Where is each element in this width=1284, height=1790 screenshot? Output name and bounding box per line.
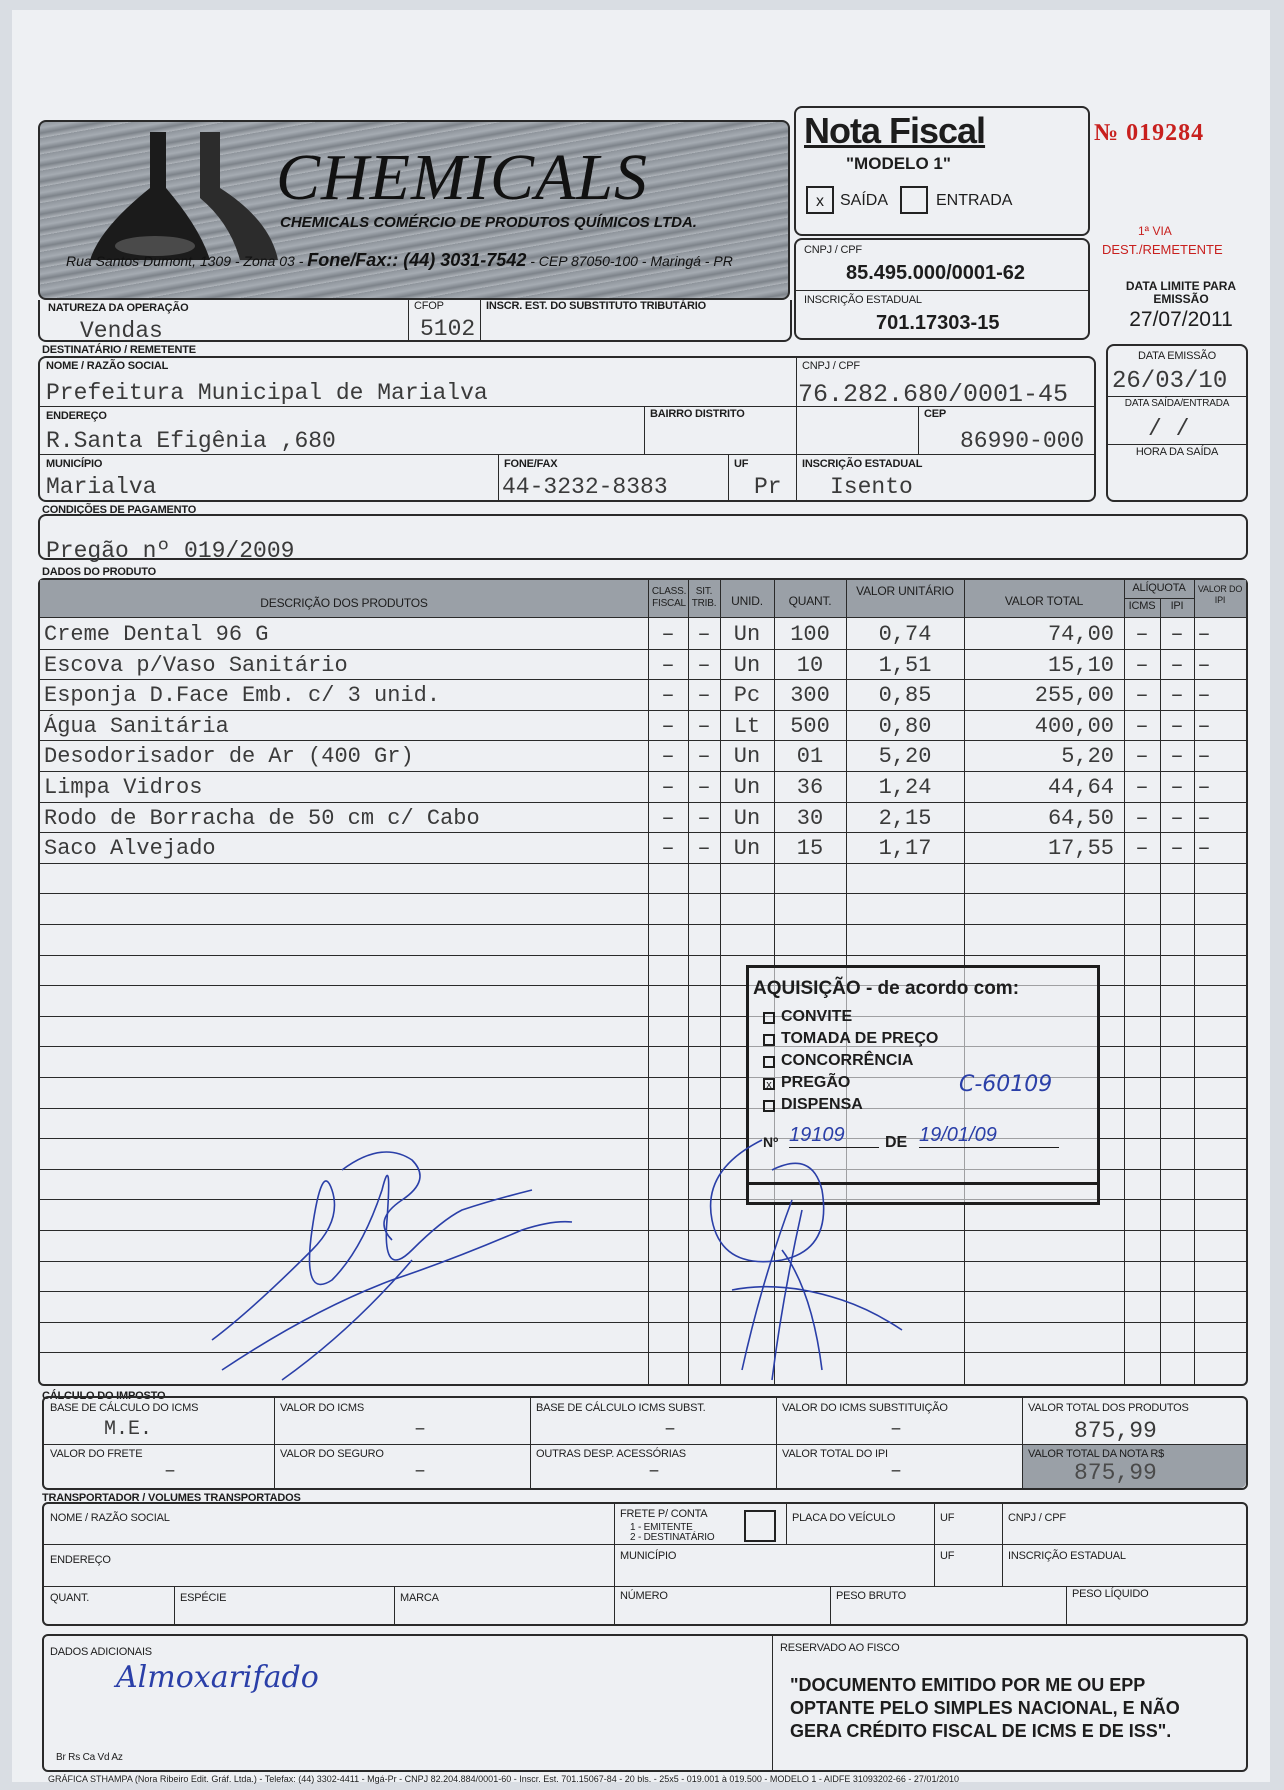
base-subst-value: – — [664, 1418, 677, 1441]
stamp-option-label: CONVITE — [781, 1008, 853, 1025]
cell-sit: – — [697, 652, 711, 678]
cell-qtd: 30 — [796, 805, 824, 831]
stamp-title: AQUISIÇÃO - de acordo com: — [753, 978, 1020, 999]
cell-unid: Un — [733, 622, 761, 647]
stamp-option-label: PREGÃO — [781, 1074, 851, 1091]
marca-label: MARCA — [400, 1592, 439, 1604]
pagamento-box — [38, 514, 1248, 564]
transp-cnpj-label: CNPJ / CPF — [1008, 1512, 1066, 1524]
frete-conta-checkbox[interactable] — [744, 1510, 776, 1542]
cell-cls: – — [661, 652, 675, 678]
total-produtos-label: VALOR TOTAL DOS PRODUTOS — [1028, 1402, 1189, 1414]
cell-unid: Un — [733, 775, 761, 800]
natureza-value: Vendas — [80, 318, 163, 344]
imposto-box — [42, 1396, 1248, 1490]
cell-qtd: 36 — [796, 775, 824, 800]
emitente-ie-value: 701.17303-15 — [876, 312, 1000, 334]
company-address: Rua Santos Dumont, 1309 - Zona 03 - Fone/Fax:: (44) 3031-7542 - CEP 87050-100 - Maringá - PR — [66, 250, 733, 270]
emitente-id-box — [794, 238, 1090, 340]
base-subst-label: BASE DE CÁLCULO ICMS SUBST. — [536, 1402, 706, 1414]
frete-label: VALOR DO FRETE — [50, 1448, 143, 1460]
transp-uf-label: UF — [940, 1512, 955, 1524]
peso-bruto-label: PESO BRUTO — [836, 1590, 906, 1602]
produtos-section-label: DADOS DO PRODUTO — [42, 566, 156, 578]
via-line2: DEST./REMETENTE — [1102, 242, 1223, 257]
adicionais-codes: Br Rs Ca Vd Az — [56, 1752, 123, 1763]
base-icms-value: M.E. — [104, 1418, 153, 1441]
dest-nome-value: Prefeitura Municipal de Marialva — [46, 380, 488, 406]
dest-ie-value: Isento — [830, 474, 913, 500]
signature-left — [192, 1130, 592, 1390]
cell-unit: 1,51 — [878, 652, 932, 678]
hora-saida-label: HORA DA SAÍDA — [1135, 446, 1219, 458]
table-row — [40, 741, 1246, 772]
fisco-label: RESERVADO AO FISCO — [780, 1642, 900, 1654]
cell-cls: – — [661, 836, 675, 862]
transportador-box — [42, 1502, 1248, 1626]
cell-sit: – — [697, 622, 711, 647]
cell-total: 64,50 — [1047, 805, 1114, 831]
seguro-label: VALOR DO SEGURO — [280, 1448, 384, 1460]
dest-uf-value: Pr — [754, 474, 782, 500]
col-class-header: CLASS. FISCAL — [651, 586, 687, 609]
saida-checkbox[interactable]: x — [806, 186, 834, 214]
dest-uf-label: UF — [734, 458, 749, 470]
cell-qtd: 15 — [796, 836, 824, 862]
dest-endereco-label: ENDEREÇO — [46, 410, 107, 422]
stamp-checkbox-1[interactable] — [763, 1034, 775, 1046]
cell-ipi: – — [1170, 683, 1184, 709]
cell-vipi: – — [1197, 683, 1211, 709]
cell-unid: Pc — [733, 683, 761, 709]
adicionais-handwritten: Almoxarifado — [116, 1660, 319, 1695]
cell-icms: – — [1135, 683, 1149, 709]
table-row — [40, 772, 1246, 803]
cfop-value: 5102 — [420, 316, 476, 342]
cell-total: 5,20 — [1061, 744, 1114, 770]
cell-cls: – — [661, 744, 675, 770]
cell-total: 74,00 — [1047, 622, 1114, 647]
total-produtos-value: 875,99 — [1074, 1418, 1157, 1444]
cell-ipi: – — [1170, 805, 1184, 831]
printer-footer: GRÁFICA STHAMPA (Nora Ribeiro Edit. Gráf. Ltda.) - Telefax: (44) 3302-4411 - Mgá-Pr - CNPJ 82.204.884/0001-60 - Inscr. Est. 701.15067-84 - 20 bls. - 25x5 - 019.001 à 019.500 - MODELO 1 - AIDFE 31093202-66 - 27/01/2010 — [48, 1774, 959, 1784]
natureza-label: NATUREZA DA OPERAÇÃO — [48, 302, 189, 314]
saida-label: SAÍDA — [840, 192, 889, 209]
stamp-number-value: 19109 — [789, 1124, 879, 1148]
cell-qtd: 10 — [796, 652, 824, 678]
nota-fiscal-page — [12, 10, 1270, 1782]
entrada-checkbox[interactable] — [900, 186, 928, 214]
stamp-option-label: DISPENSA — [781, 1096, 863, 1113]
cell-vipi: – — [1197, 652, 1211, 678]
table-row — [40, 803, 1246, 834]
pagamento-label: CONDIÇÕES DE PAGAMENTO — [42, 504, 197, 516]
cell-sit: – — [697, 713, 711, 739]
cfop-label: CFOP — [414, 300, 444, 312]
cell-unid: Un — [733, 836, 761, 862]
valor-icms-value: – — [414, 1418, 427, 1441]
outras-value: – — [648, 1460, 661, 1483]
transp-municipio-label: MUNICÍPIO — [620, 1550, 677, 1562]
cell-unid: Un — [733, 805, 761, 831]
data-saida-label: DATA SAÍDA/ENTRADA — [1124, 398, 1230, 409]
cell-sit: – — [697, 775, 711, 800]
adicionais-label: DADOS ADICIONAIS — [50, 1646, 152, 1658]
cell-total: 17,55 — [1047, 836, 1114, 862]
cell-vipi: – — [1197, 744, 1211, 770]
col-descricao-header: DESCRIÇÃO DOS PRODUTOS — [260, 596, 428, 610]
cell-icms: – — [1135, 652, 1149, 678]
cell-vipi: – — [1197, 836, 1211, 862]
cell-desc: Creme Dental 96 G — [44, 622, 269, 647]
base-icms-label: BASE DE CÁLCULO DO ICMS — [50, 1402, 199, 1414]
cell-cls: – — [661, 683, 675, 709]
cell-desc: Desodorisador de Ar (400 Gr) — [44, 744, 414, 770]
cell-cls: – — [661, 713, 675, 739]
data-saida-value: / / — [1148, 416, 1190, 442]
table-row — [40, 680, 1246, 711]
col-ipi-header: IPI — [1170, 600, 1184, 612]
entrada-label: ENTRADA — [936, 192, 1013, 209]
cell-vipi: – — [1197, 622, 1211, 647]
cell-desc: Saco Alvejado — [44, 836, 216, 862]
row-divider — [40, 955, 1246, 956]
cell-ipi: – — [1170, 744, 1184, 770]
dest-fone-value: 44-3232-8383 — [502, 474, 668, 500]
valor-icms-label: VALOR DO ICMS — [280, 1402, 364, 1414]
stamp-checkbox-3[interactable]: x — [763, 1078, 775, 1090]
via-line1: 1ª VIA — [1138, 224, 1172, 238]
signature-right — [672, 1130, 952, 1390]
dest-cnpj-label: CNPJ / CPF — [802, 360, 860, 372]
transp-nome-label: NOME / RAZÃO SOCIAL — [50, 1512, 170, 1524]
cell-unid: Un — [733, 652, 761, 678]
cell-unit: 0,80 — [878, 713, 932, 739]
company-logo-name: CHEMICALS — [276, 141, 648, 214]
stamp-date-value: 19/01/09 — [919, 1124, 1059, 1148]
stamp-checkbox-4[interactable] — [763, 1100, 775, 1112]
cell-sit: – — [697, 744, 711, 770]
cell-desc: Rodo de Borracha de 50 cm c/ Cabo — [44, 805, 480, 831]
cell-unit: 5,20 — [878, 744, 932, 770]
quant-label: QUANT. — [50, 1592, 90, 1604]
cell-unit: 0,74 — [878, 622, 932, 647]
cell-desc: Água Sanitária — [44, 713, 229, 739]
fisco-text: "DOCUMENTO EMITIDO POR ME OU EPP OPTANTE PELO SIMPLES NACIONAL, E NÃO GERA CRÉDITO FISCAL DE ICMS E DE ISS". — [790, 1675, 1180, 1741]
seguro-value: – — [414, 1460, 427, 1483]
cell-unid: Lt — [733, 713, 761, 739]
cell-icms: – — [1135, 836, 1149, 862]
placa-label: PLACA DO VEÍCULO — [792, 1512, 896, 1524]
cell-vipi: – — [1197, 775, 1211, 800]
total-nota-value: 875,99 — [1074, 1460, 1157, 1486]
doc-title-box — [794, 106, 1090, 236]
numero-label: NÚMERO — [620, 1590, 668, 1602]
cell-desc: Escova p/Vaso Sanitário — [44, 652, 348, 678]
table-row — [40, 833, 1246, 864]
dest-cnpj-value: 76.282.680/0001-45 — [798, 380, 1069, 409]
cell-ipi: – — [1170, 836, 1184, 862]
outras-label: OUTRAS DESP. ACESSÓRIAS — [536, 1448, 686, 1460]
cell-icms: – — [1135, 805, 1149, 831]
transportador-section-label: TRANSPORTADOR / VOLUMES TRANSPORTADOS — [42, 1492, 301, 1504]
emitente-cnpj-label: CNPJ / CPF — [804, 244, 862, 256]
table-row — [40, 711, 1246, 742]
total-ipi-value: – — [890, 1460, 903, 1483]
cell-qtd: 300 — [790, 683, 830, 709]
datas-box — [1106, 344, 1248, 502]
cell-cls: – — [661, 622, 675, 647]
dest-municipio-value: Marialva — [46, 474, 157, 500]
cell-total: 44,64 — [1047, 775, 1114, 800]
dest-endereco-value: R.Santa Efigênia ,680 — [46, 428, 336, 454]
nota-number: № 019284 — [1094, 120, 1205, 146]
cell-qtd: 500 — [790, 713, 830, 739]
stamp-option-label: TOMADA DE PREÇO — [781, 1030, 939, 1047]
cell-vipi: – — [1197, 713, 1211, 739]
dest-municipio-label: MUNICÍPIO — [46, 458, 103, 470]
dest-cep-value: 86990-000 — [960, 428, 1085, 454]
total-ipi-label: VALOR TOTAL DO IPI — [782, 1448, 888, 1460]
operacao-box — [38, 300, 792, 342]
peso-liquido-label: PESO LÍQUIDO — [1072, 1588, 1149, 1600]
cell-desc: Esponja D.Face Emb. c/ 3 unid. — [44, 683, 441, 709]
cell-unit: 0,85 — [878, 683, 932, 709]
cell-total: 15,10 — [1047, 652, 1114, 678]
cell-ipi: – — [1170, 775, 1184, 800]
dest-fone-label: FONE/FAX — [504, 458, 558, 470]
cell-qtd: 100 — [790, 622, 830, 647]
cell-sit: – — [697, 683, 711, 709]
frete-conta-label: FRETE P/ CONTA — [620, 1508, 708, 1520]
cell-total: 400,00 — [1034, 713, 1114, 739]
destinatario-section-label: DESTINATÁRIO / REMETENTE — [42, 344, 196, 356]
valor-subst-value: – — [890, 1418, 903, 1441]
company-header-banner — [38, 120, 790, 300]
col-icms-header: ICMS — [1128, 600, 1156, 612]
transp-uf2-label: UF — [940, 1550, 955, 1562]
doc-model: "MODELO 1" — [846, 154, 951, 173]
col-aliquota-header: ALÍQUOTA — [1132, 582, 1186, 594]
col-valor-total-header: VALOR TOTAL — [1004, 594, 1084, 608]
company-fullname: CHEMICALS COMÉRCIO DE PRODUTOS QUÍMICOS LTDA. — [280, 214, 697, 231]
cell-desc: Limpa Vidros — [44, 775, 203, 800]
frete-value: – — [164, 1460, 177, 1483]
cell-unit: 1,24 — [878, 775, 932, 800]
row-divider — [40, 924, 1246, 925]
stamp-checkbox-0[interactable] — [763, 1012, 775, 1024]
emitente-cnpj-value: 85.495.000/0001-62 — [846, 262, 1026, 284]
cell-sit: – — [697, 836, 711, 862]
cell-icms: – — [1135, 744, 1149, 770]
cell-unit: 2,15 — [878, 805, 932, 831]
especie-label: ESPÉCIE — [180, 1592, 227, 1604]
cell-icms: – — [1135, 622, 1149, 647]
total-nota-label: VALOR TOTAL DA NOTA R$ — [1028, 1448, 1164, 1460]
cell-sit: – — [697, 805, 711, 831]
stamp-option-label: CONCORRÊNCIA — [781, 1052, 914, 1069]
inscr-subst-label: INSCR. EST. DO SUBSTITUTO TRIBUTÁRIO — [486, 300, 706, 312]
cell-ipi: – — [1170, 652, 1184, 678]
stamp-number-prefix: Nº — [763, 1134, 779, 1150]
doc-title: Nota Fiscal — [804, 110, 986, 151]
dest-cep-label: CEP — [924, 408, 947, 420]
row-divider — [40, 893, 1246, 894]
cell-icms: – — [1135, 775, 1149, 800]
dest-nome-label: NOME / RAZÃO SOCIAL — [46, 360, 169, 372]
cell-cls: – — [661, 805, 675, 831]
cell-total: 255,00 — [1034, 683, 1114, 709]
cell-vipi: – — [1197, 805, 1211, 831]
cell-unit: 1,17 — [878, 836, 932, 862]
table-row — [40, 650, 1246, 681]
col-valor-unitario-header: VALOR UNITÁRIO — [856, 584, 954, 598]
stamp-handwritten-ref: C-60109 — [959, 1072, 1053, 1097]
col-sit-header: SIT. TRIB. — [691, 586, 717, 609]
cell-unid: Un — [733, 744, 761, 770]
cell-ipi: – — [1170, 622, 1184, 647]
col-quant-header: QUANT. — [788, 594, 832, 608]
pagamento-value: Pregão nº 019/2009 — [46, 538, 295, 564]
flask-logo-icon — [80, 128, 280, 268]
data-emissao-value: 26/03/10 — [1112, 368, 1228, 395]
adicionais-box — [42, 1634, 1248, 1772]
col-valor-ipi-header: VALOR DO IPI — [1197, 584, 1243, 605]
stamp-de-label: DE — [885, 1134, 908, 1151]
col-unid-header: UNID. — [731, 594, 763, 608]
dest-bairro-label: BAIRRO DISTRITO — [650, 408, 745, 420]
dest-ie-label: INSCRIÇÃO ESTADUAL — [802, 458, 923, 470]
transp-ie-label: INSCRIÇÃO ESTADUAL — [1008, 1550, 1126, 1562]
data-limite-value: 27/07/2011 — [1129, 308, 1233, 331]
data-emissao-label: DATA EMISSÃO — [1138, 350, 1216, 362]
cell-qtd: 01 — [796, 744, 824, 770]
data-limite-label: DATA LIMITE PARA EMISSÃO — [1125, 279, 1237, 306]
transp-endereco-label: ENDEREÇO — [50, 1554, 111, 1566]
valor-subst-label: VALOR DO ICMS SUBSTITUIÇÃO — [782, 1402, 948, 1414]
imposto-section-label: CÁLCULO DO IMPOSTO — [42, 1390, 166, 1402]
table-row — [40, 619, 1246, 650]
frete-opt2: 2 - DESTINATÁRIO — [630, 1532, 715, 1543]
frete-opt1: 1 - EMITENTE — [630, 1522, 693, 1533]
cell-cls: – — [661, 775, 675, 800]
destinatario-box — [38, 356, 1096, 502]
stamp-checkbox-2[interactable] — [763, 1056, 775, 1068]
cell-icms: – — [1135, 713, 1149, 739]
cell-ipi: – — [1170, 713, 1184, 739]
emitente-ie-label: INSCRIÇÃO ESTADUAL — [804, 294, 922, 306]
